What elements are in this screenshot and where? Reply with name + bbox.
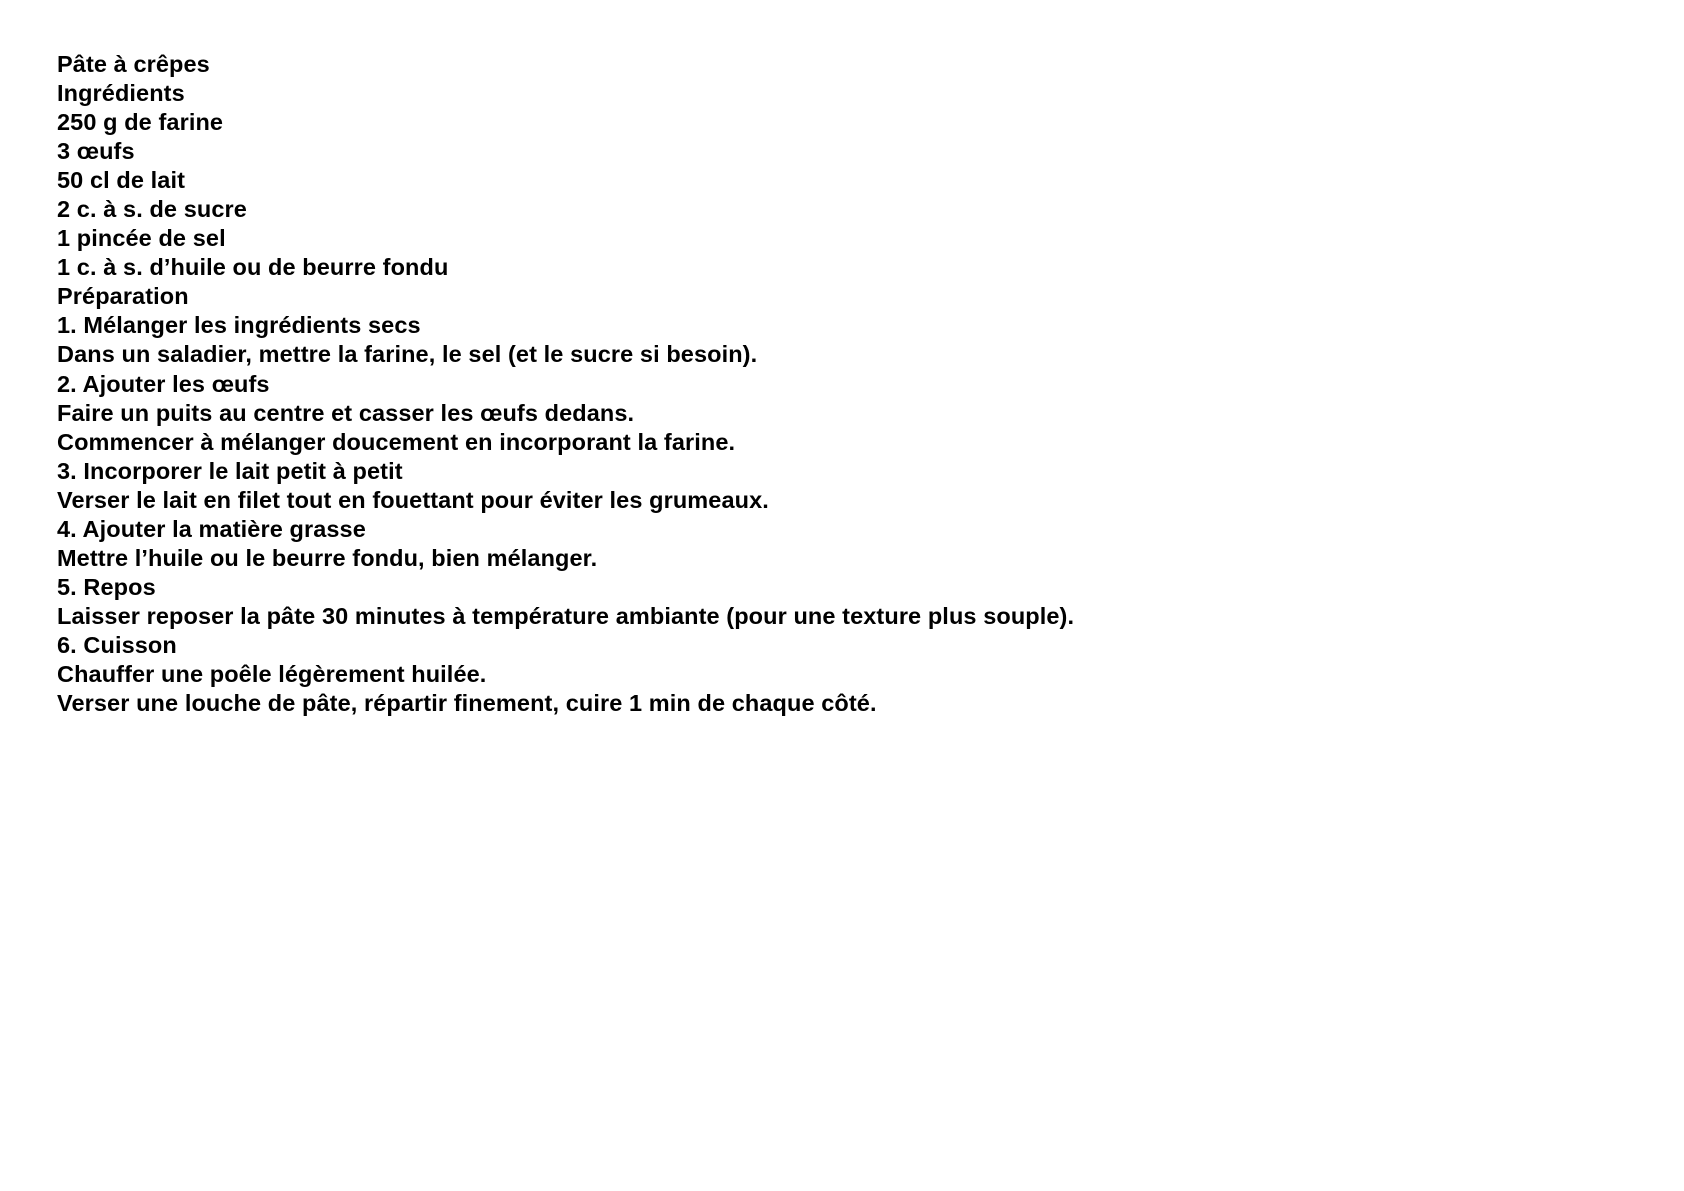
step [57,370,1617,457]
recipe-document [57,50,1617,718]
step-title: 1. Mélanger les ingrédients secs [57,312,421,339]
step [57,573,1617,631]
ingredient-item: 1 c. à s. d’huile ou de beurre fondu [57,254,449,281]
step [57,515,1617,573]
ingredient-item: 50 cl de lait [57,167,186,194]
step-title: 5. Repos [57,573,156,600]
step-text: Mettre l’huile ou le beurre fondu, bien mélanger. [57,544,598,571]
step-text: Faire un puits au centre et casser les œufs dedans. [57,399,635,426]
ingredient-item: 2 c. à s. de sucre [57,196,247,223]
ingredient-item: 3 œufs [57,138,135,165]
preparation-steps [57,311,1617,718]
preparation-heading: Préparation [57,283,189,310]
step-text: Dans un saladier, mettre la farine, le sel (et le sucre si besoin). [57,341,758,368]
recipe-title: Pâte à crêpes [57,51,210,77]
ingredients-list [57,108,1617,282]
ingredient-item: 250 g de farine [57,109,224,136]
step-title: 4. Ajouter la matière grasse [57,515,366,542]
step-text: Laisser reposer la pâte 30 minutes à température ambiante (pour une texture plus souple). [57,602,1075,629]
ingredient-item: 1 pincée de sel [57,225,226,252]
step-text: Commencer à mélanger doucement en incorporant la farine. [57,428,736,455]
step-text: Verser le lait en filet tout en fouettant pour éviter les grumeaux. [57,486,769,513]
step-text: Chauffer une poêle légèrement huilée. [57,660,487,687]
step-text: Verser une louche de pâte, répartir finement, cuire 1 min de chaque côté. [57,690,877,717]
step-title: 3. Incorporer le lait petit à petit [57,457,403,484]
step [57,311,1617,369]
step-title: 2. Ajouter les œufs [57,370,270,397]
ingredients-heading: Ingrédients [57,80,185,107]
step [57,457,1617,515]
step [57,631,1617,718]
step-title: 6. Cuisson [57,631,177,658]
